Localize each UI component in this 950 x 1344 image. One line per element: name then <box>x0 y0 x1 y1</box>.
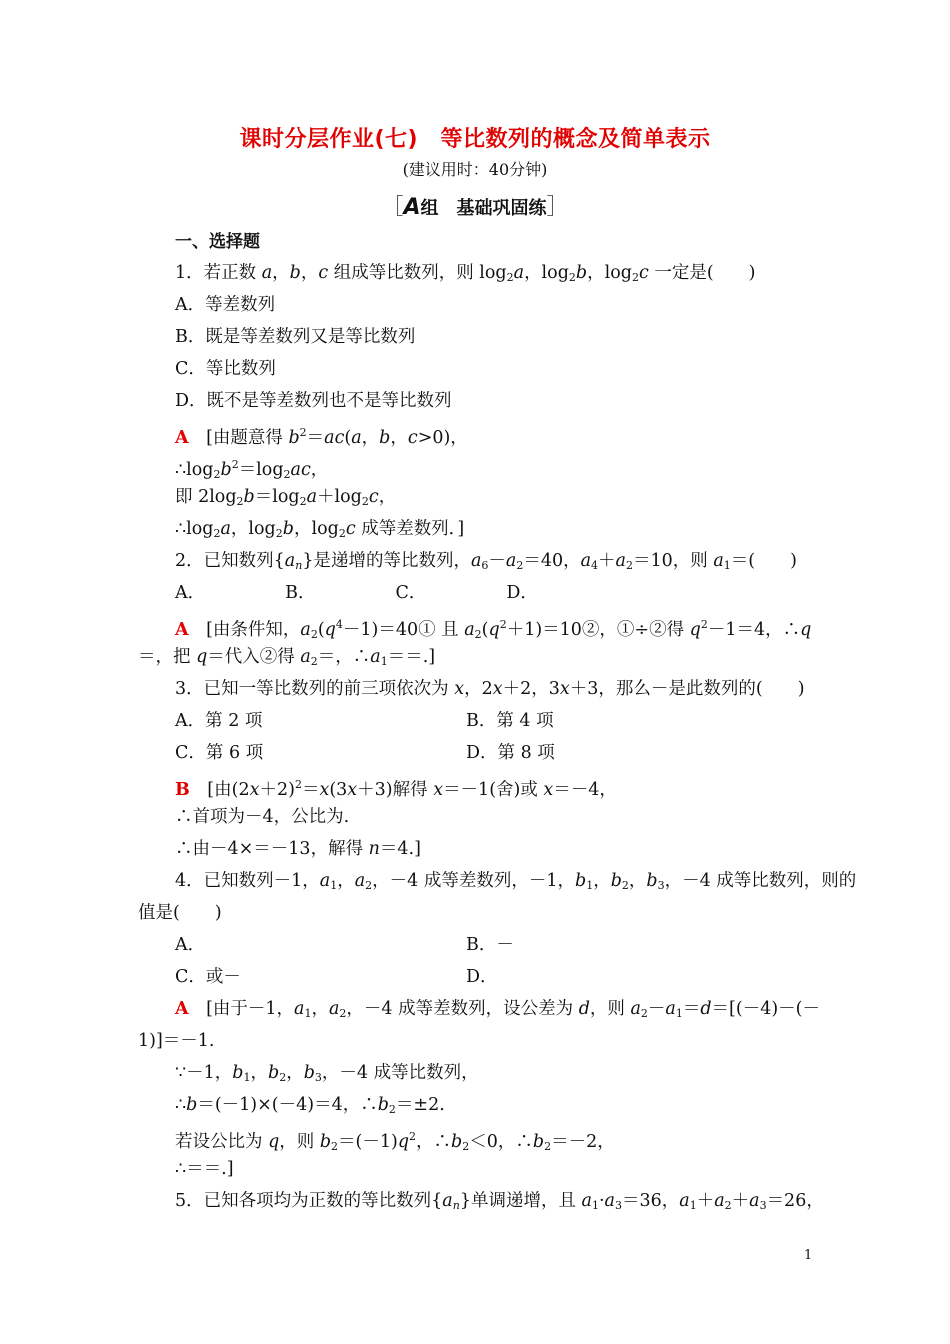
q4-answer: A <box>175 999 189 1019</box>
q1-solution-4: $\therefore\log_2a$，$\log_2b$，$\log_2c$ 成等差数列．] <box>175 519 465 540</box>
question-4-stem: 4．已知数列－1，$a_1$，$a_2$，－4 成等差数列，－1，$b_1$，$b_2$，$b_3$，－4 成等比数列，则的 <box>175 871 857 892</box>
q4-option-b: B．－ <box>466 935 514 955</box>
q1-option-c: C．等比数列 <box>175 359 276 379</box>
q1-answer: A <box>175 428 189 448</box>
q3-option-c: C．第 6 项 <box>175 743 264 763</box>
question-4-stem-cont: 值是( ) <box>138 903 222 923</box>
group-letter: A <box>403 195 421 220</box>
q2-answer: A <box>175 620 189 640</box>
q1-solution-1: A [由题意得 $b^2=ac(a$，b，c>0)， <box>175 426 468 448</box>
q4-solution-4: ∴b＝(－1)×(－4)＝4，$\therefore b_2=\pm 2$. <box>175 1095 445 1116</box>
question-2-stem: 2．已知数列$\{a_n\}$是递增的等比数列，$a_6-a_2=40$，$a_4+a_2=10$，则 $a_1=$( ) <box>175 551 797 572</box>
q4-option-c: C．或－ <box>175 967 241 987</box>
bracket-close: ］ <box>546 195 569 220</box>
q4-solution-2: 1)]＝－1. <box>138 1031 215 1051</box>
question-3-stem: 3．已知一等比数列的前三项依次为 x，2x＋2，3x＋3，那么－是此数列的( ) <box>175 679 805 699</box>
q3-option-d: D．第 8 项 <box>466 743 555 763</box>
page-title: 课时分层作业(七) 等比数列的概念及简单表示 <box>239 127 711 152</box>
q3-solution-1: B [由$(2x+2)^2=x(3x+3)$解得 x＝－1(舍)或 x＝－4， <box>175 778 617 800</box>
q4-option-d: D． <box>466 967 498 987</box>
q3-answer: B <box>175 780 190 800</box>
q2-option-a: A． <box>175 583 206 603</box>
group-header <box>0 190 950 221</box>
q4-option-a: A． <box>175 935 206 955</box>
question-1-stem: 1．若正数 a，b，c 组成等比数列，则 $\log_2a$，$\log_2b$，$\log_2c$ 一定是( ) <box>175 263 756 284</box>
question-5-stem: 5．已知各项均为正数的等比数列$\{a_n\}$单调递增，且 $a_1\cdot a_3=36$，$a_1+a_2+a_3=26$， <box>175 1191 824 1212</box>
page-number: 1 <box>804 1248 813 1263</box>
q1-solution-3: 即 $2\log_2b=\log_2a+\log_2c$， <box>175 487 397 508</box>
q1-solution-2: $\therefore\log_2b^2=\log_2ac$， <box>175 458 329 481</box>
q1-option-a: A．等差数列 <box>175 295 276 315</box>
q2-options <box>175 581 538 605</box>
group-label: 组 基础巩固练 <box>420 198 547 219</box>
q4-solution-3: ∵－1，$b_1$，$b_2$，$b_3$，－4 成等比数列， <box>175 1063 479 1084</box>
q4-solution-1: A [由于－1，$a_1$，$a_2$，－4 成等差数列，设公差为 d，则 $a_2-a_1=d=[(-4)-(-$ <box>175 999 820 1020</box>
q2-option-c: C． <box>395 583 427 603</box>
q2-solution-2: ＝，把 q＝代入②得 $a_2=$，$\therefore a_1==$.] <box>138 647 436 668</box>
bracket-open: ［ <box>381 195 404 220</box>
q1-option-b: B．既是等差数列又是等比数列 <box>175 327 416 347</box>
q3-solution-3: ∴由－4×＝－13，解得 n＝4.] <box>175 839 421 859</box>
section-heading: 一、选择题 <box>175 232 260 252</box>
q2-option-b: B． <box>285 583 316 603</box>
q4-solution-6: ∴＝＝.] <box>175 1159 234 1179</box>
page-subtitle: (建议用时：40分钟) <box>402 160 548 179</box>
q2-solution-1: A [由条件知，$a_2(q^4-1)=40①$ 且 $a_2(q^2+1)=10②$，①÷②得 $q^2-1=4$，∴q <box>175 618 812 641</box>
q4-solution-5: 若设公比为 q，则 $b_2=(-1)q^2$，$\therefore b_2<0$，$\therefore b_2=-2$， <box>175 1130 615 1153</box>
q3-option-a: A．第 2 项 <box>175 711 263 731</box>
q1-option-d: D．既不是等差数列也不是等比数列 <box>175 391 452 411</box>
q3-solution-2: ∴首项为－4，公比为. <box>175 807 350 827</box>
q3-option-b: B．第 4 项 <box>466 711 554 731</box>
q2-option-d: D． <box>506 583 538 603</box>
